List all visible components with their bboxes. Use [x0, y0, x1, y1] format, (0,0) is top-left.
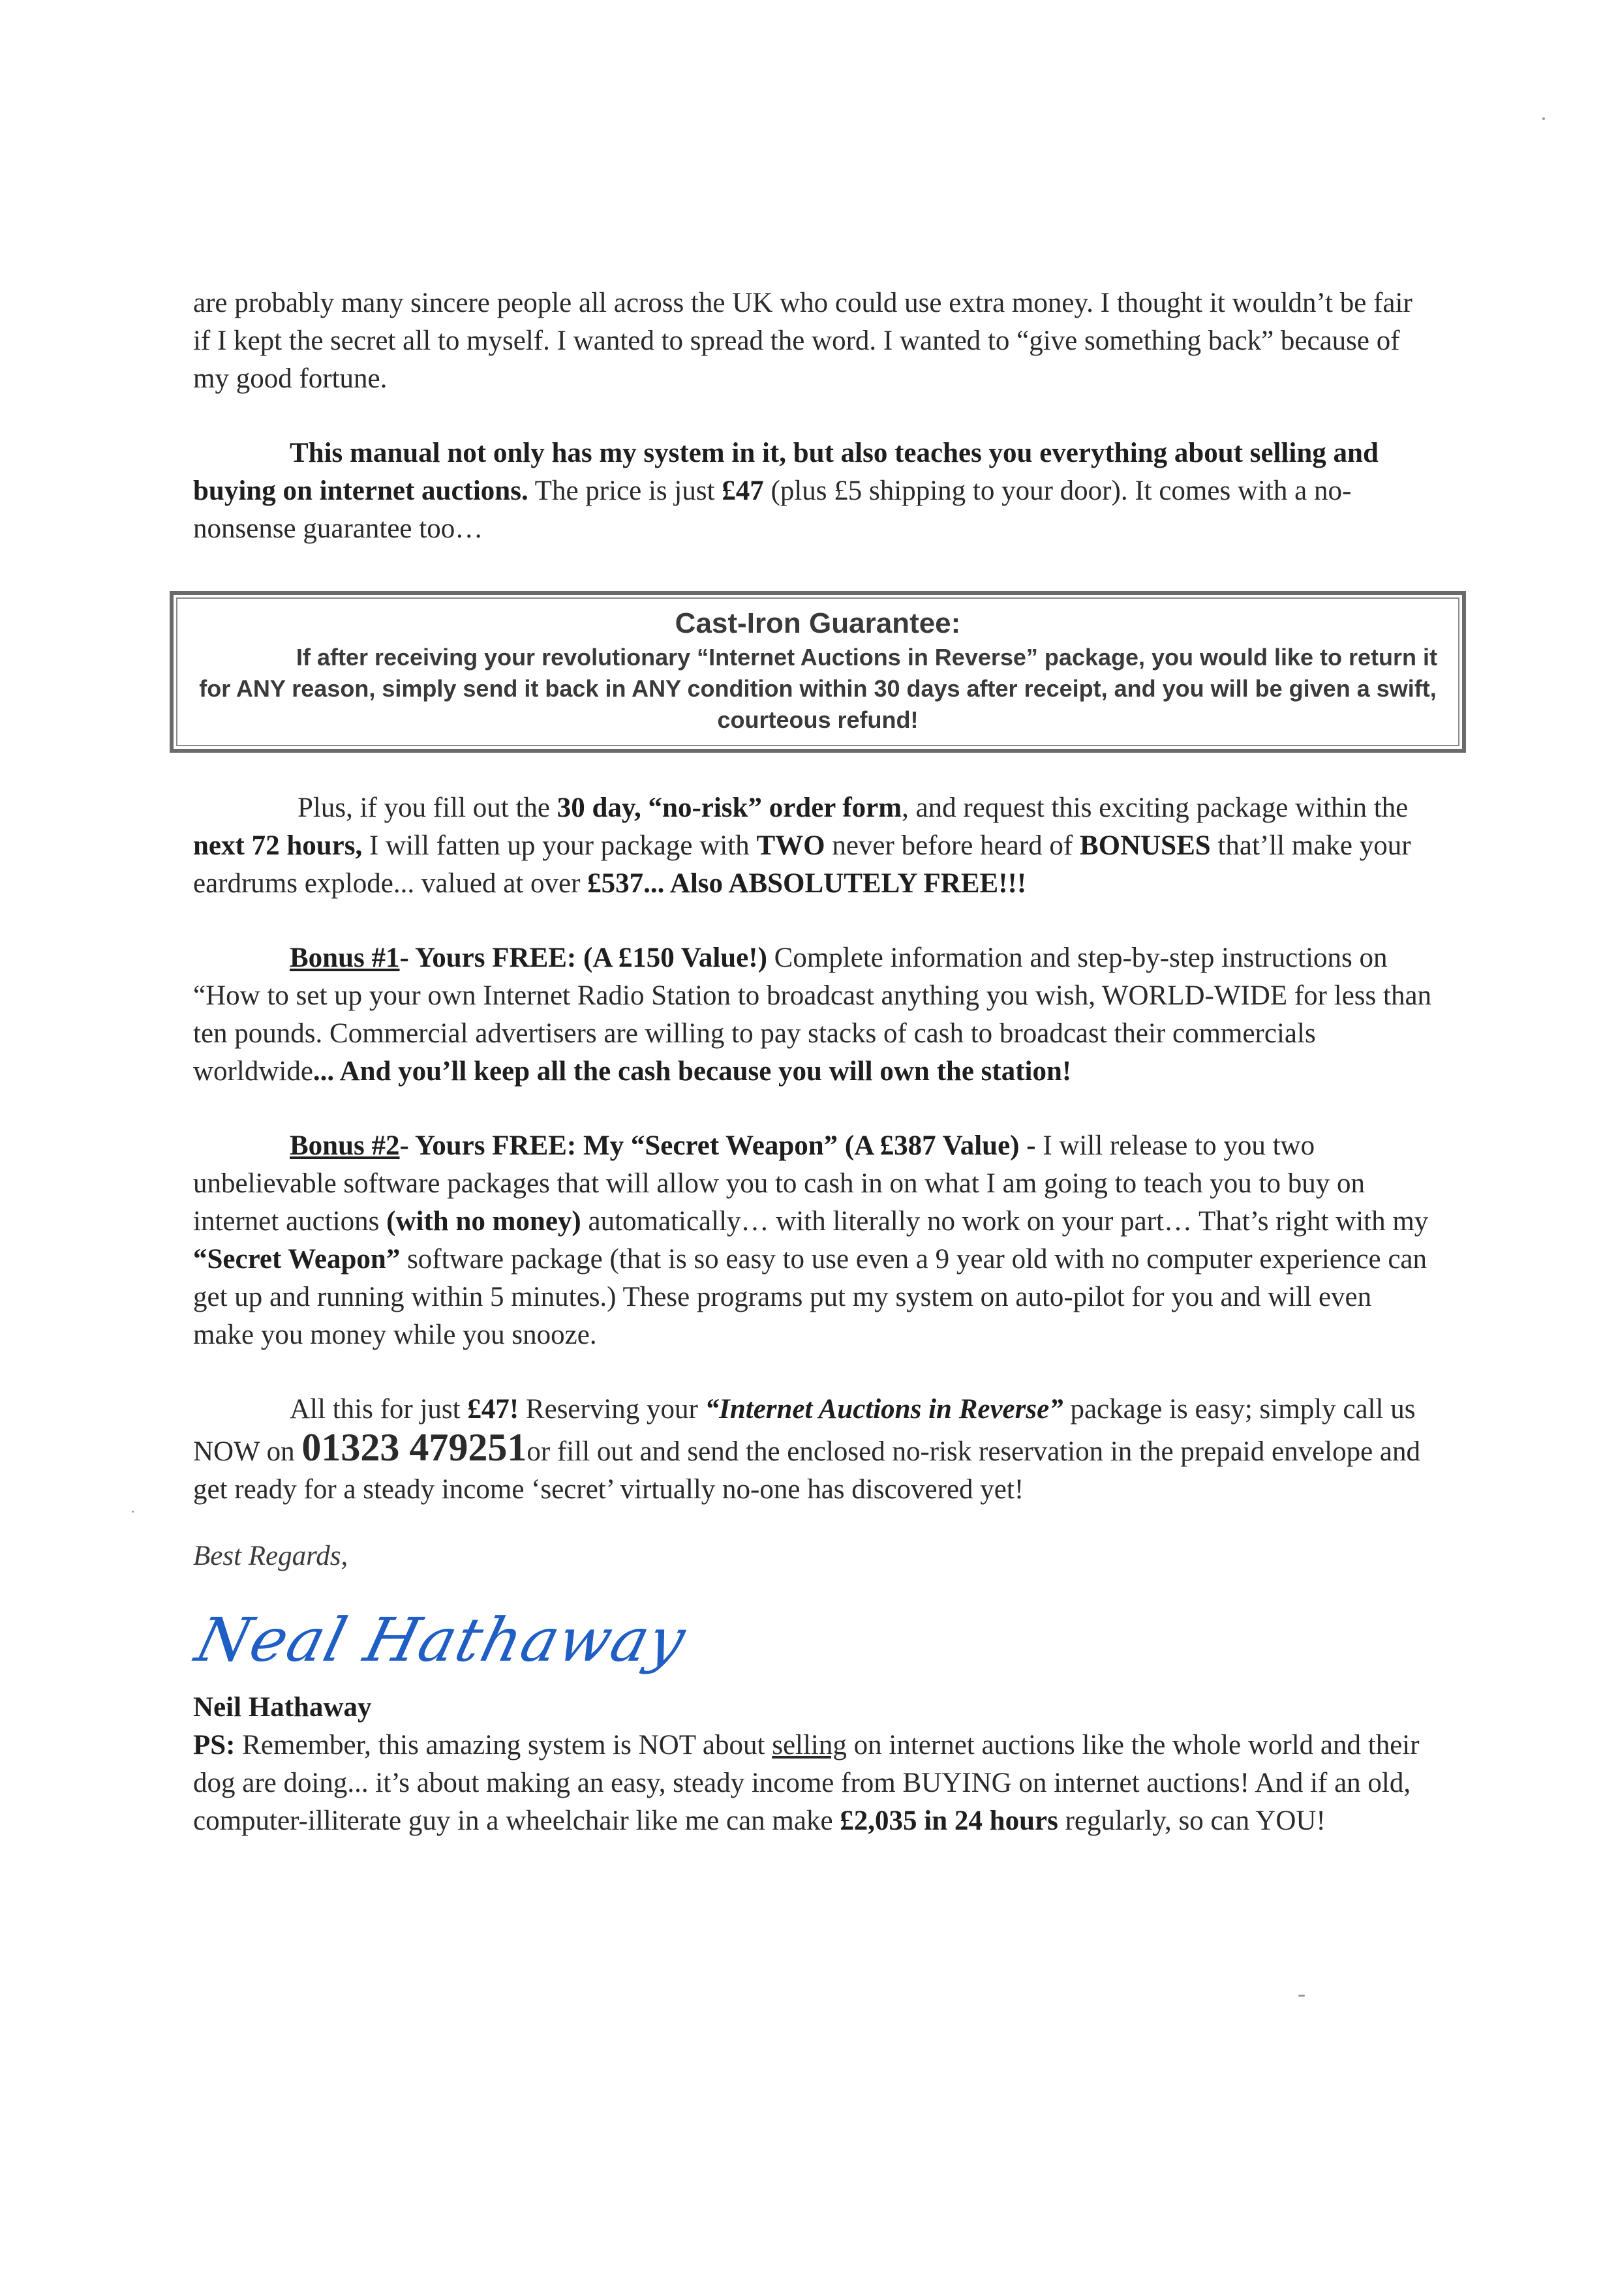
paragraph-bonus-2 [193, 1127, 1433, 1354]
text: I will release to you two unbelievable software packages that will allow you to cash in on what I am going to teach you to buy on internet auctions [193, 1130, 1365, 1237]
bonus-2-label: Bonus #2 [290, 1130, 400, 1161]
price: £47 [722, 476, 764, 506]
text: I will fatten up your package with [362, 830, 757, 861]
bold-text: BONUSES [1079, 830, 1211, 861]
text: Plus, if you fill out the [298, 793, 557, 823]
paragraph-bonus-1 [193, 939, 1433, 1091]
product-name: “Internet Auctions in Reverse” [705, 1394, 1063, 1425]
scan-speck [132, 1511, 134, 1513]
guarantee-text: If after receiving your revolutionary “Internet Auctions in Reverse” package, you would like to return it for ANY reason, simply send it back in ANY condition within 30 days after receipt, and you will be given a swift, courteous refund! [199, 644, 1438, 733]
bonus-2-heading: - Yours FREE: My “Secret Weapon” (A £387 Value) - [399, 1130, 1036, 1161]
scan-speck [1298, 1995, 1305, 1997]
text: never before heard of [825, 830, 1080, 861]
text: automatically… with literally no work on your part… That’s right with my [581, 1206, 1429, 1237]
text: on internet auctions like the whole world and their dog are doing... it’s about making an easy, steady income from BUYING on internet auctions! And if an old, computer-illiterate guy in a wheelchair like me can make [193, 1730, 1420, 1836]
guarantee-title: Cast-Iron Guarantee: [675, 607, 961, 639]
bold-text: “Secret Weapon” [193, 1244, 401, 1275]
text: (plus £5 shipping to your door). It comes with a no-nonsense guarantee too… [193, 476, 1352, 544]
text: Reserving your [519, 1394, 705, 1425]
paragraph-order [193, 1391, 1433, 1509]
text: software package (that is so easy to use even a 9 year old with no computer experience can get up and running within 5 minutes.) These programs put my system on auto-pilot for you and will even make you money while you snooze. [193, 1244, 1427, 1350]
text: All this for just [290, 1394, 468, 1425]
scan-speck [1542, 117, 1545, 120]
bold-text: next 72 hours, [193, 830, 363, 861]
paragraph-intro: are probably many sincere people all across the UK who could use extra money. I thought it wouldn’t be fair if I kept the secret all to myself. I wanted to spread the word. I wanted to “give something back” because of my good fortune. [193, 288, 1412, 394]
bold-text: TWO [756, 830, 825, 861]
bonus-1-heading: - Yours FREE: (A £150 Value!) [399, 943, 767, 973]
signature: Neal Hathaway [189, 1605, 694, 1675]
signer-name: Neil Hathaway [193, 1692, 372, 1723]
manual-bold-text: This manual not only has my system in it, but also teaches you everything about selling and buying on internet auctions. [193, 438, 1379, 506]
bold-text: £47! [467, 1394, 519, 1425]
ps-label: PS: [193, 1730, 236, 1760]
phone-number: 01323 479251 [301, 1426, 527, 1469]
text: The price is just [528, 476, 722, 506]
text: regularly, so can YOU! [1058, 1805, 1326, 1836]
text: Complete information and step-by-step instructions on “How to set up your own Internet Radio Station to broadcast anything you wish, WORLD-WIDE for less than ten pounds. Commercial advertisers are willing to pay stacks of cash to broadcast their commercials worldwide [193, 943, 1432, 1087]
underlined-text: selling [772, 1730, 847, 1760]
text: Remember, this amazing system is NOT about [235, 1730, 772, 1760]
text: package is easy; simply call us NOW on [193, 1394, 1416, 1467]
text: , and request this exciting package within the [902, 793, 1409, 823]
bold-text: £537... Also ABSOLUTELY FREE!!! [587, 868, 1027, 899]
paragraph-bonuses [193, 789, 1433, 903]
letter-body [189, 284, 1438, 1840]
signer-block [193, 1689, 1433, 1840]
guarantee-inner [176, 597, 1459, 746]
bonus-1-label: Bonus #1 [290, 943, 400, 973]
bold-text: 30 day, “no-risk” order form [557, 793, 902, 823]
text: that’ll make your eardrums explode... valued at over [193, 830, 1411, 899]
bold-text: £2,035 in 24 hours [840, 1805, 1058, 1836]
paragraph-manual [193, 434, 1433, 548]
guarantee-box [170, 591, 1466, 753]
text: or fill out and send the enclosed no-risk reservation in the prepaid envelope and get ready for a steady income ‘secret’ virtually no-one has discovered yet! [193, 1436, 1421, 1505]
closing: Best Regards, [193, 1541, 348, 1571]
bold-text: ... And you’ll keep all the cash because you will own the station! [313, 1056, 1072, 1087]
bold-text: (with no money) [386, 1206, 581, 1237]
